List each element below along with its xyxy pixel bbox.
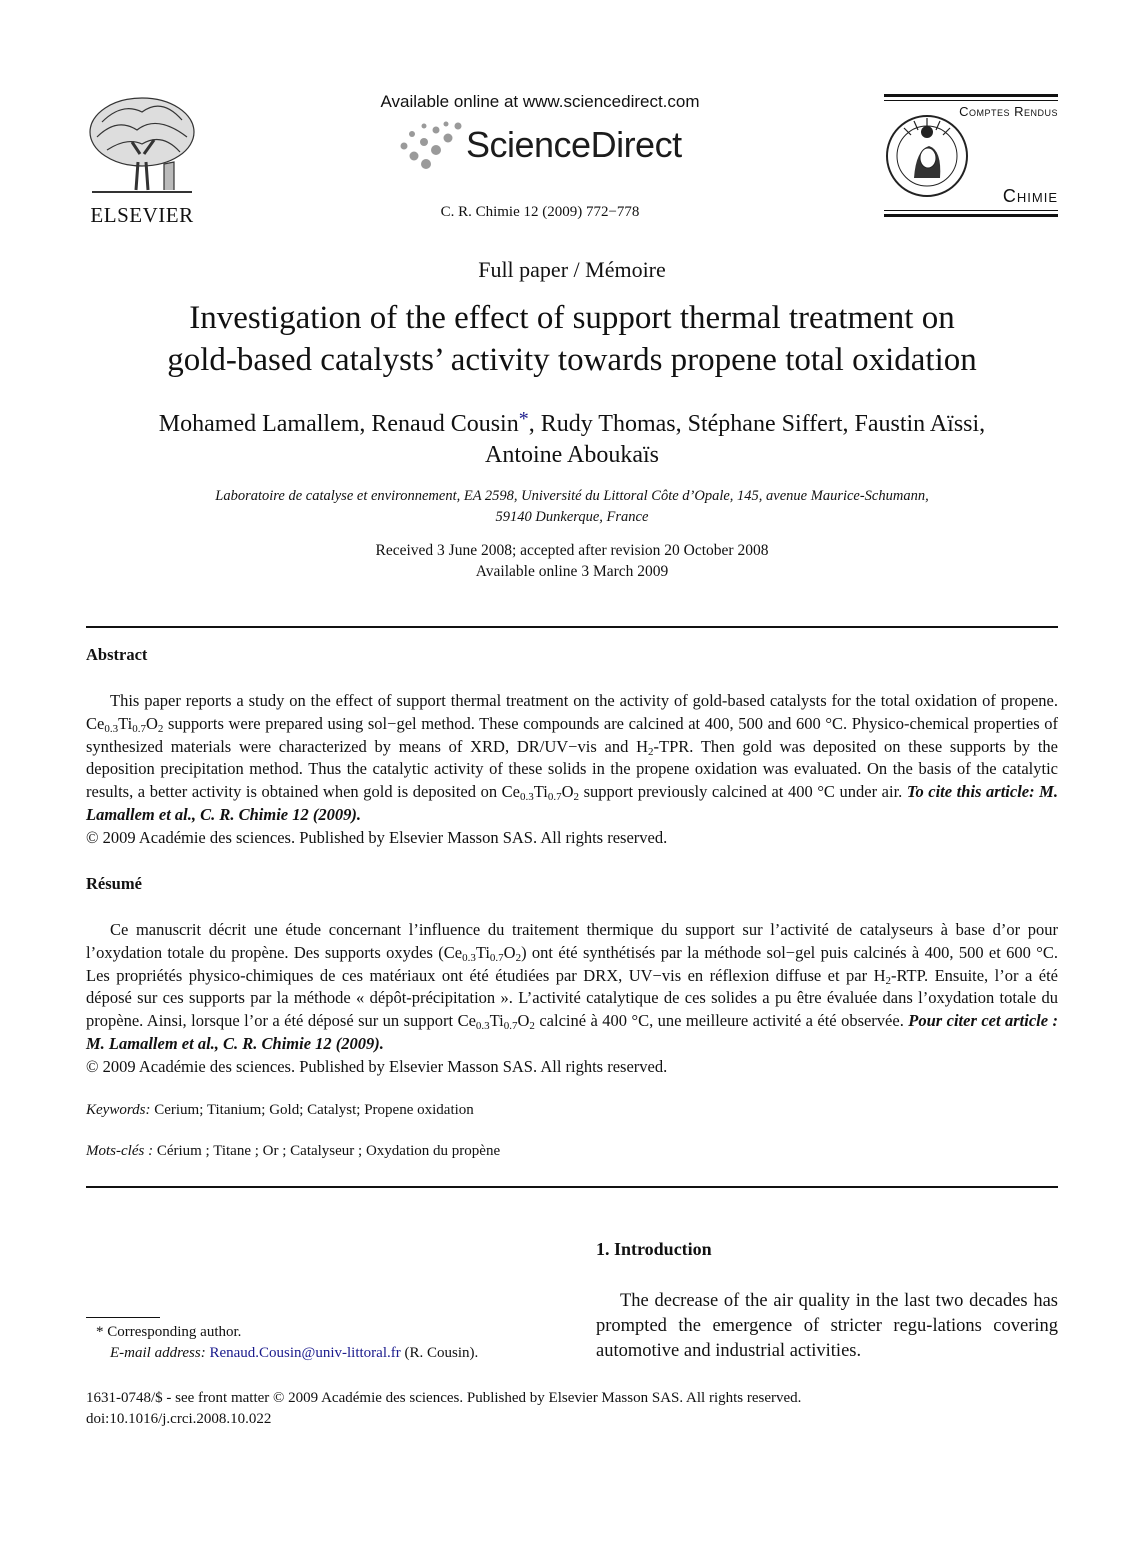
introduction-heading: 1. Introduction xyxy=(596,1239,712,1259)
resume-text: Ce manuscrit décrit une étude concernant l’influence du traitement thermique du support sur l’activité de catalyseurs à base d’or pour l’oxydation totale du propène. Des supports oxydes $(Ce_{0.3}Ti_{0.7}O_2)$ ont été synthétisés par la méthode sol−gel puis calcinés à 400, 500 et 600 °C. Les propriétés physico-chimiques de ces matériaux ont été étudiées par DRX, UV−vis en réflexion diffuse et par $H_2$-RTP. Ensuite, l’or a été déposé sur ces supports par la méthode « dépôt-précipitation ». L’activité catalytique de ces solides a pu être évaluée dans l’oxydation totale du propène. Ainsi, lorsque l’or a été déposé sur un support $Ce_{0.3}Ti_{0.7}O_2$ calciné à 400 °C, une meilleure activité a été observée. Pour citer cet article : M. Lamallem et al., C. R. Chimie 12 (2009). xyxy=(86,920,1059,1053)
affiliation xyxy=(86,486,1058,528)
elsevier-logo xyxy=(82,92,202,227)
sciencedirect-wordmark: ScienceDirect xyxy=(466,124,682,165)
resume-copyright: © 2009 Académie des sciences. Published by Elsevier Masson SAS. All rights reserved. xyxy=(86,1056,668,1076)
elsevier-tree-icon xyxy=(82,92,202,196)
abstract-heading: Abstract xyxy=(86,645,148,664)
footnote-email-suffix: (R. Cousin). xyxy=(400,1345,479,1361)
footnote xyxy=(86,1322,478,1364)
received-date: Received 3 June 2008; accepted after revision 20 October 2008 xyxy=(375,542,769,559)
keywords-label: Keywords: xyxy=(86,1102,151,1118)
footnote-rule xyxy=(86,1317,160,1318)
abstract-text: This paper reports a study on the effect of support thermal treatment on the activity of gold-based catalysts for the total oxidation of propene. $Ce_{0.3}Ti_{0.7}O_2$ supports were prepared using sol−gel method. These compounds are calcined at 400, 500 and 600 °C. Physico-chemical properties of synthesized materials were characterized by means of XRD, DR/UV−vis and $H_2$-TPR. Then gold was deposited on these supports by the deposition precipitation method. Thus the catalytic activity of these solids in the propene oxidation was evaluated. On the basis of the catalytic results, a better activity is obtained when gold is deposited on $Ce_{0.3}Ti_{0.7}O_2$ support previously calcined at 400 °C under air. To cite this article: M. Lamallem et al., C. R. Chimie 12 (2009). xyxy=(86,691,1058,824)
keywords-value: Cerium; Titanium; Gold; Catalyst; Propene oxidation xyxy=(150,1102,474,1118)
resume-heading: Résumé xyxy=(86,874,142,893)
journal-logo-bottom: Chimie xyxy=(1002,186,1058,206)
journal-citation: C. R. Chimie 12 (2009) 772−778 xyxy=(440,204,640,220)
mots-cles xyxy=(86,1143,500,1160)
resume-body xyxy=(86,919,1058,1079)
affiliation-line-1: Laboratoire de catalyse et environnement, EA 2598, Université du Littoral Côte d’Opale, 145, avenue Maurice-Schumann, xyxy=(215,488,929,504)
dates xyxy=(86,540,1058,582)
keywords xyxy=(86,1102,474,1119)
rule-top xyxy=(86,626,1058,628)
available-online: Available online at www.sciencedirect.com xyxy=(380,92,700,111)
authors-line-2: Antoine Aboukaïs xyxy=(485,442,659,468)
abstract-body xyxy=(86,690,1058,850)
authors xyxy=(60,404,1084,471)
article-title xyxy=(60,297,1084,381)
footer-front-matter: 1631-0748/$ - see front matter © 2009 Académie des sciences. Published by Elsevier Masson SAS. All rights reserved. xyxy=(86,1390,802,1406)
title-line-2: gold-based catalysts’ activity towards propene total oxidation xyxy=(167,342,977,378)
journal-logo-top: Comptes Rendus xyxy=(959,104,1058,119)
title-line-1: Investigation of the effect of support thermal treatment on xyxy=(189,300,955,336)
footnote-email-label: E-mail address: xyxy=(110,1345,206,1361)
footnote-corresponding: * Corresponding author. xyxy=(96,1324,242,1340)
available-date: Available online 3 March 2009 xyxy=(475,563,669,580)
abstract-cite: To cite this article: M. Lamallem et al., C. R. Chimie 12 (2009). xyxy=(86,782,1058,824)
abstract-copyright: © 2009 Académie des sciences. Published by Elsevier Masson SAS. All rights reserved. xyxy=(86,827,668,847)
authors-part-2: , Rudy Thomas, Stéphane Siffert, Faustin Aïssi, xyxy=(528,411,986,437)
article-type: Full paper / Mémoire xyxy=(478,257,666,282)
resume-cite: Pour citer cet article : M. Lamallem et al., C. R. Chimie 12 (2009). xyxy=(86,1011,1058,1053)
introduction-text: The decrease of the air quality in the last two decades has prompted the emergence of stricter regu-lations covering automotive and industrial activities. xyxy=(596,1291,1058,1361)
authors-part-1: Mohamed Lamallem, Renaud Cousin xyxy=(158,411,519,437)
comptes-rendus-logo xyxy=(884,94,1058,220)
elsevier-wordmark: ELSEVIER xyxy=(90,203,194,227)
academie-seal-icon xyxy=(884,108,970,204)
corresponding-mark[interactable]: * xyxy=(518,408,529,430)
sciencedirect-logo xyxy=(396,118,696,172)
mots-cles-value: Cérium ; Titane ; Or ; Catalyseur ; Oxydation du propène xyxy=(153,1143,501,1159)
sciencedirect-dots-icon xyxy=(396,120,466,170)
footer-doi[interactable]: doi:10.1016/j.crci.2008.10.022 xyxy=(86,1411,272,1427)
mots-cles-label: Mots-clés : xyxy=(86,1143,154,1159)
affiliation-line-2: 59140 Dunkerque, France xyxy=(495,509,649,525)
rule-bottom xyxy=(86,1186,1058,1188)
footer xyxy=(86,1388,801,1430)
email-link[interactable]: Renaud.Cousin@univ-littoral.fr xyxy=(209,1345,401,1361)
